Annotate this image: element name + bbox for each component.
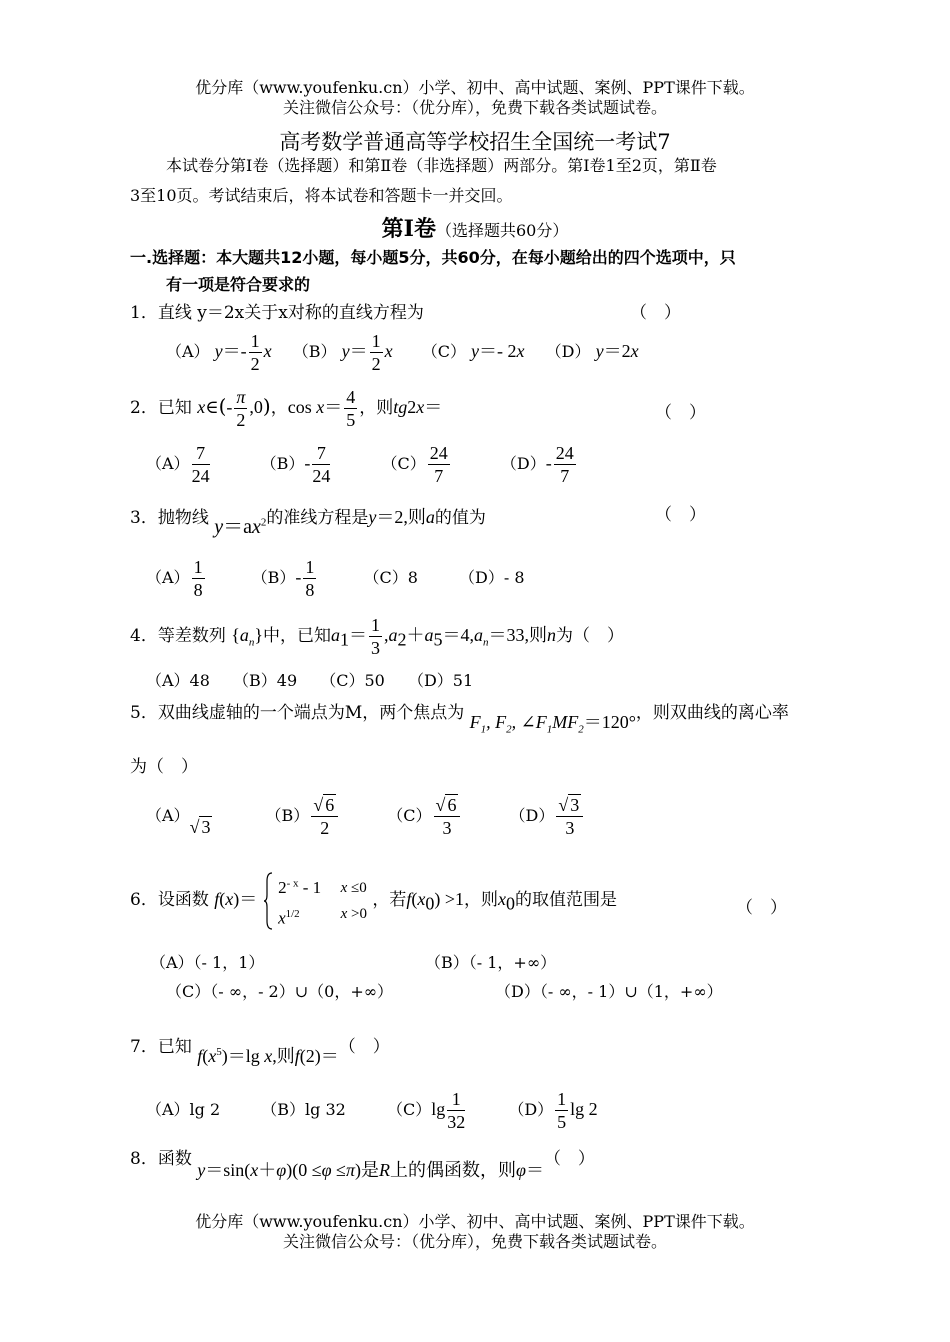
question-6: 6．设函数 $f(x)= 2^{- x} - 1$ $x^{1/2}$ x ≤0 x >0 ，若$f(x_0) >1$，则$x_0$的取值范围是 [130, 870, 617, 931]
question-number: 7． [130, 1037, 158, 1057]
option-a-label: （A） [166, 342, 210, 361]
option-a-label: （A） [146, 806, 190, 825]
header-line-2: 关注微信公众号：（优分库），免费下载各类试题试卷。 [282, 98, 667, 117]
question-number: 1． [130, 303, 158, 323]
q6-option-c: （C）（- ∞，- 2）∪（0，+∞） [166, 982, 394, 1001]
question-text: 双曲线虚轴的一个端点为M，两个焦点为 [157, 703, 465, 723]
option-a-label: （A） [146, 568, 190, 587]
option-d-label: （D）51 [407, 671, 474, 690]
brace-icon [263, 871, 273, 931]
footer-line-1: 优分库（www.youfenku.cn）小学、初中、高中试题、案例、PPT课件下载。 [195, 1212, 755, 1231]
question-text: 函数 [157, 1149, 192, 1169]
option-c-label: （C） [387, 806, 432, 825]
question-text: 的准线方程是 [266, 508, 369, 528]
q5-options: （A）√ 3 （B） $\frac{√ 6}{2}$ （C） $\frac{√ 6}{3}$ （D） $\frac{√ 3}{3}$ [146, 794, 585, 839]
option-b-label: （B） [292, 342, 337, 361]
q4-options [146, 668, 473, 691]
question-1 [130, 298, 424, 323]
question-text: 等差数列 [157, 626, 226, 646]
option-b-label: （B） [265, 806, 310, 825]
option-c-label: （C）8 [363, 568, 418, 587]
option-c-label: （C） [421, 342, 466, 361]
instructions-line-1: 一.选择题：本大题共12小题，每小题5分，共60分，在每小题给出的四个选项中，只 [130, 248, 736, 267]
option-b-label: （B） [260, 454, 305, 473]
question-2: 2．已知 x∈(- $\frac{\pi}{2}$ ,0)，cos x＝ $\frac{4}{5}$ ，则tg2x＝ [130, 387, 443, 430]
question-5: 5．双曲线虚轴的一个端点为M，两个焦点为 $F_1$, $F_2$, $\angle F_1MF_2=120^\circ$，则双曲线的离心率 [130, 703, 789, 736]
answer-blank: （ ） [655, 505, 706, 525]
question-4: 4．等差数列 $\{a_n\}$中，已知$a_1=$ $\frac{1}{3}$ $,a_2+a_5=4,a_n=33$,则n为（ ） [130, 615, 625, 658]
q6-option-a: （A）（- 1，1） [150, 953, 265, 972]
question-number: 4． [130, 626, 158, 646]
question-text: ，则双曲线的离心率 [635, 703, 789, 723]
answer-blank: （ ） [736, 898, 787, 918]
q2-options: （A） $\frac{7}{24}$ （B）- $\frac{7}{24}$ （C） $\frac{24}{7}$ （D）- $\frac{24}{7}$ [146, 443, 574, 486]
question-text: ，若 [372, 890, 407, 911]
q1-options: （A） y＝- $\frac{1}{2}$ x （B） y＝ $\frac{1}{2}$ x （C） y＝- 2x （D） y＝2x [166, 331, 639, 374]
question-text: 的值为 [434, 508, 486, 528]
option-d-label: （D） [500, 454, 546, 473]
question-5-line-2: 为（ ） [130, 757, 198, 777]
question-text: 为（ ） [556, 626, 625, 646]
option-d-label: （D） [508, 1100, 554, 1119]
answer-blank: （ ） [630, 303, 681, 323]
option-c-label: （C） [381, 454, 426, 473]
question-8: 8．函数 y＝sin(x＋φ)(0 ≤φ ≤π)是R上的偶函数，则φ＝（ ） [130, 1149, 595, 1180]
option-d-label: （D）- 8 [459, 568, 525, 587]
question-text: 设函数 [157, 890, 209, 911]
option-d-label: （D） [545, 342, 591, 361]
intro-line-2: 3至10页。考试结束后，将本试卷和答题卡一并交回。 [130, 186, 513, 205]
question-text: 已知 [157, 398, 192, 418]
section-heading [0, 212, 950, 243]
answer-blank: （ ） [338, 1037, 390, 1057]
question-text: ，则 [464, 890, 499, 911]
option-b-label: （B）49 [233, 671, 298, 690]
q7-options: （A）lg 2 （B）lg 32 （C）lg $\frac{1}{32}$ （D） $\frac{1}{5}$ lg 2 [146, 1089, 598, 1132]
section-note: （选择题共60分） [435, 221, 569, 240]
question-number: 5． [130, 703, 158, 723]
q6-option-d: （D）（- ∞，- 1）∪（1，+∞） [495, 982, 723, 1001]
question-number: 6． [130, 890, 158, 911]
intro-line-1: 本试卷分第Ⅰ卷（选择题）和第Ⅱ卷（非选择题）两部分。第Ⅰ卷1至2页，第Ⅱ卷 [166, 156, 717, 175]
instructions-line-2: 有一项是符合要求的 [166, 275, 311, 294]
option-d-label: （D） [509, 806, 555, 825]
question-number: 3． [130, 508, 158, 528]
question-number: 8． [130, 1149, 158, 1169]
option-c-label: （C）50 [320, 671, 385, 690]
question-text: 已知 [157, 1037, 192, 1057]
option-b-label: （B） [251, 568, 296, 587]
option-c-label: （C） [386, 1100, 432, 1119]
question-3: 3．抛物线 $y=ax^2$的准线方程是y＝2,则a的值为 [130, 507, 486, 538]
q3-options: （A） $\frac{1}{8}$ （B）- $\frac{1}{8}$ （C）8 （D）- 8 [146, 557, 525, 600]
question-number: 2． [130, 398, 158, 418]
footer-line-2: 关注微信公众号：（优分库），免费下载各类试题试卷。 [282, 1232, 667, 1251]
option-a-label: （A） [146, 454, 190, 473]
question-text: 抛物线 [157, 508, 209, 528]
section-title: 第Ⅰ卷 [381, 216, 436, 242]
q6-option-b: （B）（- 1，+∞） [425, 953, 557, 972]
question-7: 7．已知 $f(x^5)=\lg$ x,则f(2)＝（ ） [130, 1037, 390, 1066]
question-text: 直线 y＝2x关于x对称的直线方程为 [157, 303, 424, 323]
question-text: ，则 [359, 398, 394, 418]
question-text: 的取值范围是 [515, 890, 618, 911]
question-text: 中，已知 [263, 626, 332, 646]
option-a-label: （A）lg 2 [146, 1100, 221, 1119]
answer-blank: （ ） [655, 403, 706, 423]
option-b-label: （B）lg 32 [261, 1100, 346, 1119]
header-line-1: 优分库（www.youfenku.cn）小学、初中、高中试题、案例、PPT课件下载。 [195, 78, 755, 97]
page-title: 高考数学普通高等学校招生全国统一考试7 [279, 130, 671, 154]
option-a-label: （A）48 [146, 671, 210, 690]
answer-blank: （ ） [543, 1149, 595, 1169]
